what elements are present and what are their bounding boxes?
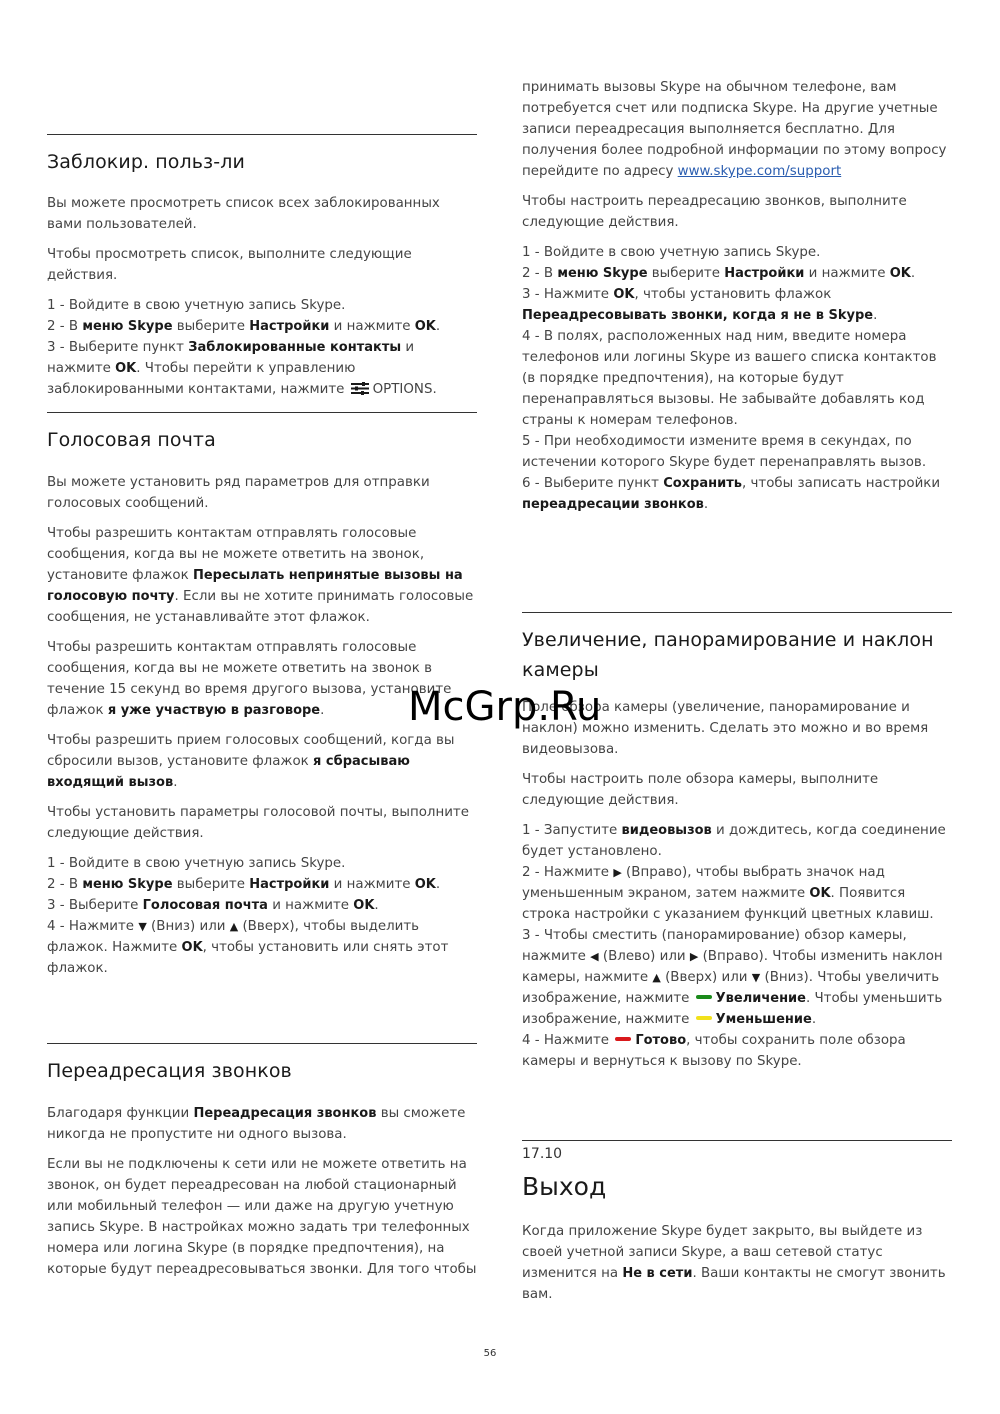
section-divider — [47, 134, 477, 135]
step: 4 - Нажмите ▼ (Вниз) или ▲ (Вверх), чтобы выделить флажок. Нажмите OK, чтобы установить или снять этот флажок. — [47, 916, 477, 979]
arrow-up-icon: ▲ — [229, 920, 239, 933]
step: 1 - Войдите в свою учетную запись Skype. — [47, 298, 346, 313]
chapter-number: 17.10 — [522, 1146, 563, 1162]
arrow-up-icon: ▲ — [652, 971, 661, 984]
paragraph: Благодаря функции Переадресация звонков вы сможете никогда не пропустите ни одного вызова. — [47, 1106, 466, 1142]
step: 1 - Войдите в свою учетную запись Skype. — [47, 856, 346, 871]
arrow-left-icon: ◀ — [590, 950, 599, 963]
step: 5 - При необходимости измените время в секундах, по истечении которого Skype будет перенаправлять вызов. — [522, 434, 927, 470]
step: 1 - Войдите в свою учетную запись Skype. — [522, 245, 821, 260]
step: 3 - Выберите Голосовая почта и нажмите OK. — [47, 898, 379, 913]
section-divider — [47, 1043, 477, 1044]
exit-section — [522, 1140, 952, 1314]
section-divider — [522, 612, 952, 613]
step: 4 - Нажмите Готово, чтобы сохранить поле обзора камеры и вернуться к вызову по Skype. — [522, 1033, 906, 1069]
blocked-users-section — [47, 134, 477, 411]
support-link[interactable]: www.skype.com/support — [677, 164, 842, 179]
step: 3 - Чтобы сместить (панорамирование) обзор камеры, нажмите ◀ (Влево) или ▶ (Вправо). Чтобы изменить наклон камеры, нажмите ▲ (Вверх) или ▼ (Вниз). Чтобы увеличить изображение, нажмите Увеличение. Чтобы уменьшить изображение, нажмите Уменьшение. — [522, 928, 943, 1027]
paragraph: Когда приложение Skype будет закрыто, вы выйдете из своей учетной записи Skype, а ваш сетевой статус изменится на Не в сети. Ваши контакты не смогут звонить вам. — [522, 1224, 946, 1302]
yellow-key-icon — [696, 1016, 712, 1020]
chapter-title: Выход — [522, 1172, 607, 1201]
call-forwarding-continued — [522, 77, 952, 524]
paragraph: Если вы не подключены к сети или не можете ответить на звонок, он будет переадресован на любой стационарный или мобильный телефон — или даже на другую учетную запись Skype. В настройках можно задать три телефонных номера или логина Skype (в порядке предпочтения), на которые будут переадресовываться звонки. Для того чтобы — [47, 1157, 477, 1277]
step: 3 - Нажмите OK, чтобы установить флажок Переадресовывать звонки, когда я не в Skype. — [522, 287, 878, 323]
paragraph: Чтобы настроить поле обзора камеры, выполните следующие действия. — [522, 772, 879, 808]
section-title: Переадресация звонков — [47, 1060, 292, 1082]
step: 2 - В меню Skype выберите Настройки и нажмите OK. — [522, 266, 916, 281]
section-divider — [47, 412, 477, 413]
step: 6 - Выберите пункт Сохранить, чтобы записать настройки переадресации звонков. — [522, 476, 941, 512]
step: 2 - В меню Skype выберите Настройки и нажмите OK. — [47, 877, 441, 892]
camera-section — [522, 612, 952, 1081]
green-key-icon — [696, 995, 712, 999]
paragraph: Поле обзора камеры (увеличение, панорамирование и наклон) можно изменить. Сделать это можно и во время видеовызова. — [522, 700, 929, 757]
page-number: 56 — [483, 1348, 497, 1359]
paragraph: Чтобы установить параметры голосовой почты, выполните следующие действия. — [47, 805, 469, 841]
options-icon — [350, 381, 370, 402]
paragraph: принимать вызовы Skype на обычном телефоне, вам потребуется счет или подписка Skype. На другие учетные записи переадресация выполняется бесплатно. Для получения более подробной информации по этому вопросу перейдите по адресу www.skype.com/support — [522, 80, 947, 179]
paragraph: Вы можете установить ряд параметров для отправки голосовых сообщений. — [47, 475, 430, 511]
arrow-right-icon: ▶ — [689, 950, 699, 963]
red-key-icon — [615, 1037, 631, 1041]
step: 4 - В полях, расположенных над ним, введите номера телефонов или логины Skype из вашего списка контактов (в порядке предпочтения), на которые будут перенаправляться вызовы. Не забывайте добавлять код страны к номерам телефонов. — [522, 329, 937, 428]
arrow-right-icon: ▶ — [613, 866, 622, 879]
section-title: Голосовая почта — [47, 429, 216, 451]
call-forwarding-section — [47, 1043, 477, 1289]
arrow-down-icon: ▼ — [138, 920, 147, 933]
paragraph: Чтобы настроить переадресацию звонков, выполните следующие действия. — [522, 194, 907, 230]
step: 3 - Выберите пункт Заблокированные контакты и нажмите OK. Чтобы перейти к управлению заблокированными контактами, нажмите OPTIONS. — [47, 337, 477, 402]
paragraph: Вы можете просмотреть список всех заблокированных вами пользователей. — [47, 196, 440, 232]
step: 2 - Нажмите ▶ (Вправо), чтобы выбрать значок над уменьшенным экраном, затем нажмите OK. Появится строка настройки с указанием функций цветных клавиш. — [522, 862, 952, 925]
watermark: McGrp.Ru — [408, 684, 602, 730]
section-title: Заблокир. польз-ли — [47, 151, 245, 173]
paragraph: Чтобы разрешить контактам отправлять голосовые сообщения, когда вы не можете ответить на звонок, установите флажок Пересылать непринятые вызовы на голосовую почту. Если вы не хотите принимать голосовые сообщения, не устанавливайте этот флажок. — [47, 526, 474, 625]
arrow-down-icon: ▼ — [751, 971, 761, 984]
step: 2 - В меню Skype выберите Настройки и нажмите OK. — [47, 319, 441, 334]
paragraph: Чтобы просмотреть список, выполните следующие действия. — [47, 247, 412, 283]
paragraph: Чтобы разрешить контактам отправлять голосовые сообщения, когда вы не можете ответить на звонок в течение 15 секунд во время другого вызова, установите флажок я уже участвую в разговоре. — [47, 640, 452, 718]
step: 1 - Запустите видеовызов и дождитесь, когда соединение будет установлено. — [522, 823, 946, 859]
section-divider — [522, 1140, 952, 1141]
paragraph: Чтобы разрешить прием голосовых сообщений, когда вы сбросили вызов, установите флажок я сбрасываю входящий вызов. — [47, 733, 455, 790]
section-title: Увеличение, панорамирование и наклон камеры — [522, 629, 934, 681]
